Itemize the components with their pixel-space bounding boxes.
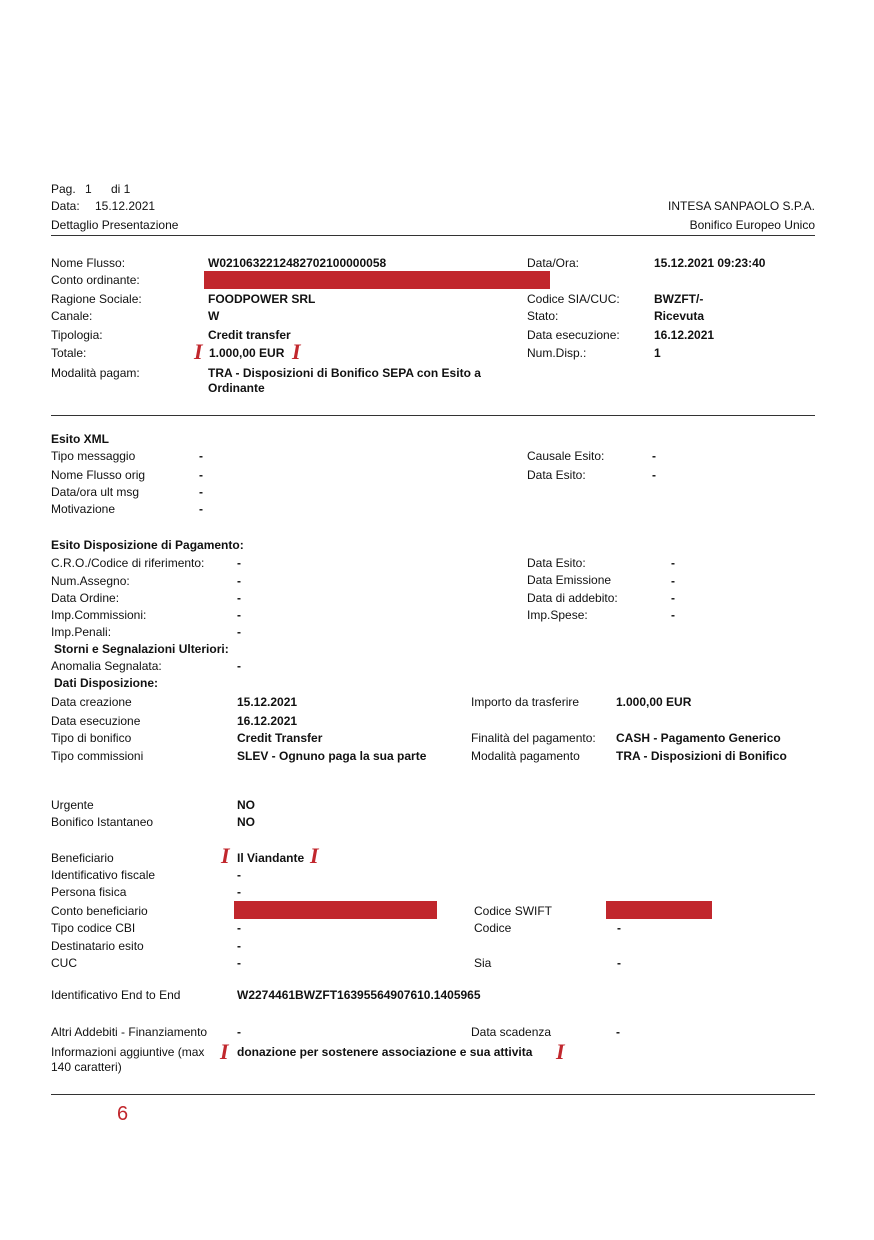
value: Ricevuta: [654, 309, 705, 323]
value: TRA - Disposizioni di Bonifico SEPA con Esito a: [208, 366, 481, 380]
handwritten-page-number: 6: [117, 1103, 129, 1125]
value: -: [237, 659, 241, 673]
label: Modalità pagamento: [471, 749, 580, 763]
value: -: [616, 1025, 620, 1039]
value: -: [671, 556, 675, 570]
value: -: [199, 468, 203, 482]
label: Data/Ora:: [527, 256, 580, 270]
section-title: Storni e Segnalazioni Ulteriori:: [54, 642, 229, 656]
label: Tipo di bonifico: [51, 731, 132, 745]
header-divider: [51, 235, 815, 236]
value: CASH - Pagamento Generico: [616, 731, 781, 745]
label: Sia: [474, 956, 492, 970]
label: Tipo codice CBI: [51, 921, 136, 935]
section-title: Esito XML: [51, 432, 110, 446]
label: Nome Flusso:: [51, 256, 126, 270]
label: Anomalia Segnalata:: [51, 659, 162, 673]
label: Data Esito:: [527, 468, 586, 482]
value: -: [237, 625, 241, 639]
highlight-marker-icon: I: [220, 1039, 229, 1064]
value: -: [199, 449, 203, 463]
label: Finalità del pagamento:: [471, 731, 596, 745]
label: Conto ordinante:: [51, 273, 140, 287]
label: Num.Disp.:: [527, 346, 587, 360]
section-title: Dati Disposizione:: [54, 676, 159, 690]
value: -: [652, 468, 656, 482]
label: Imp.Spese:: [527, 608, 588, 622]
value: SLEV - Ognuno paga la sua parte: [237, 749, 427, 763]
value: W021063221248270210000005​8: [208, 256, 387, 270]
value: FOODPOWER SRL: [208, 292, 316, 306]
value: -: [199, 502, 203, 516]
highlight-marker-icon: I: [292, 339, 301, 364]
value: Credit transfer: [208, 328, 291, 342]
label: Imp.Commissioni:: [51, 608, 147, 622]
value: -: [671, 591, 675, 605]
highlight-marker-icon: I: [556, 1039, 565, 1064]
label: C.R.O./Codice di riferimento:: [51, 556, 205, 570]
value: -: [237, 556, 241, 570]
label: Imp.Penali:: [51, 625, 112, 639]
label: Stato:: [527, 309, 559, 323]
redaction-bar: [234, 901, 437, 919]
value: 1: [654, 346, 661, 360]
value: 16.12.2021: [237, 714, 298, 728]
value: 15.12.2021: [237, 695, 298, 709]
footer-divider: [51, 1094, 815, 1095]
value: 15.12.2021 09:23:40: [654, 256, 766, 270]
label: Codice SWIFT: [474, 904, 553, 918]
value: 1.000,00 EUR: [616, 695, 692, 709]
label: Modalità pagam:: [51, 366, 140, 380]
label: Importo da trasferire: [471, 695, 580, 709]
redaction-bar: [204, 271, 550, 289]
value: -: [671, 574, 675, 588]
label: Altri Addebiti - Finanziamento: [51, 1025, 208, 1039]
highlight-marker-icon: I: [310, 843, 319, 868]
label: Data Esito:: [527, 556, 586, 570]
label: Data di addebito:: [527, 591, 618, 605]
value: -: [237, 608, 241, 622]
label: Data/ora ult msg: [51, 485, 140, 499]
value: -: [237, 939, 241, 953]
label: CUC: [51, 956, 77, 970]
label: Destinatario esito: [51, 939, 144, 953]
value: -: [671, 608, 675, 622]
date-label: Data:: [51, 199, 80, 213]
date-value: 15.12.2021: [95, 199, 156, 213]
value: TRA - Disposizioni di Bonifico: [616, 749, 787, 763]
label: 140 caratteri): [51, 1060, 122, 1074]
value: -: [237, 574, 241, 588]
value: BWZFT/-: [654, 292, 704, 306]
value: -: [237, 868, 241, 882]
value: -: [237, 956, 241, 970]
section-divider: [51, 415, 815, 416]
label: Informazioni aggiuntive (max: [51, 1045, 205, 1059]
value: -: [617, 956, 621, 970]
value: NO: [237, 798, 255, 812]
label: Conto beneficiario: [51, 904, 148, 918]
label: Canale:: [51, 309, 93, 323]
value: -: [617, 921, 621, 935]
label: Causale Esito:: [527, 449, 605, 463]
label: Num.Assegno:: [51, 574, 130, 588]
value: -: [237, 1025, 241, 1039]
label: Nome Flusso orig: [51, 468, 146, 482]
value-beneficiario: Il Viandante: [237, 851, 305, 865]
label: Identificativo fiscale: [51, 868, 156, 882]
label: Data Emissione: [527, 573, 612, 587]
label: Identificativo End to End: [51, 988, 181, 1002]
label: Ragione Sociale:: [51, 292, 142, 306]
highlight-marker-icon: I: [194, 339, 203, 364]
value: W2274461BWZFT16395564907610.1405965: [237, 988, 481, 1002]
value: NO: [237, 815, 255, 829]
value: 16.12.2021: [654, 328, 715, 342]
label: Codice: [474, 921, 512, 935]
value: -: [237, 921, 241, 935]
label: Motivazione: [51, 502, 116, 516]
page-number: 1: [85, 182, 92, 196]
label: Codice SIA/CUC:: [527, 292, 620, 306]
label: Bonifico Istantaneo: [51, 815, 154, 829]
label: Tipo commissioni: [51, 749, 144, 763]
doc-subtitle: Dettaglio Presentazione: [51, 218, 179, 232]
value: -: [237, 885, 241, 899]
value-info: donazione per sostenere associazione e sua attivita: [237, 1045, 533, 1059]
value: -: [237, 591, 241, 605]
label: Persona fisica: [51, 885, 127, 899]
value: W: [208, 309, 220, 323]
redaction-bar: [606, 901, 712, 919]
value-totale: 1.000,00 EUR: [209, 346, 285, 360]
label: Data esecuzione:: [527, 328, 620, 342]
label: Data esecuzione: [51, 714, 141, 728]
label: Tipologia:: [51, 328, 103, 342]
page-label: Pag.: [51, 182, 76, 196]
label: Tipo messaggio: [51, 449, 136, 463]
label: Data Ordine:: [51, 591, 120, 605]
label: Beneficiario: [51, 851, 114, 865]
label: Urgente: [51, 798, 94, 812]
label: Data creazione: [51, 695, 132, 709]
value: Ordinante: [208, 381, 265, 395]
doc-type: Bonifico Europeo Unico: [689, 218, 815, 232]
page-total: di 1: [111, 182, 131, 196]
highlight-marker-icon: I: [221, 843, 230, 868]
label: Data scadenza: [471, 1025, 552, 1039]
section-title: Esito Disposizione di Pagamento:: [51, 538, 244, 552]
value: Credit Transfer: [237, 731, 323, 745]
value: -: [652, 449, 656, 463]
value: -: [199, 485, 203, 499]
label: Totale:: [51, 346, 87, 360]
bank-name: INTESA SANPAOLO S.P.A.: [668, 199, 815, 213]
